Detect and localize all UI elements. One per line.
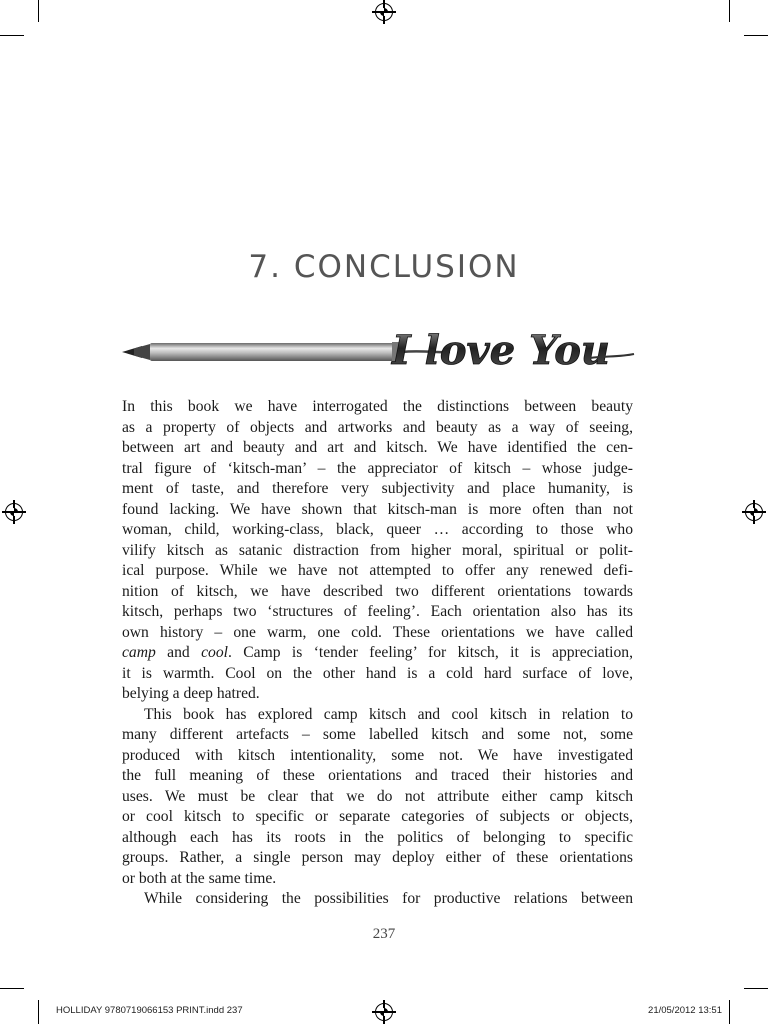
paragraph-1 [122, 397, 633, 705]
registration-mark-icon [745, 503, 763, 521]
handwriting-label: I love You [392, 327, 610, 374]
page-number: 237 [372, 926, 396, 942]
text-span: . Camp is ‘tender feeling’ for kitsch, it is appreciation, [227, 644, 633, 661]
text-line: In this book we have interrogated the distinctions between beauty [122, 398, 633, 415]
crop-mark [0, 988, 24, 989]
registration-mark-icon [375, 3, 393, 21]
text-line: it is warmth. Cool on the other hand is a cold hard surface of love, [122, 664, 633, 682]
text-line: produced with kitsch intentionality, some not. We have investigated [122, 746, 633, 764]
text-line: vilify kitsch as satanic distraction from higher moral, spiritual or polit- [122, 541, 633, 559]
paragraph-3 [122, 889, 633, 910]
text-line: kitsch, perhaps two ‘structures of feeling’. Each orientation also has its [122, 603, 633, 620]
crop-mark [744, 988, 768, 989]
crop-mark [38, 0, 39, 22]
text-line: although each has its roots in the politics of belonging to specific [122, 828, 633, 846]
text-line: or cool kitsch to specific or separate categories of subjects or objects, [122, 808, 633, 825]
crop-mark [0, 35, 24, 36]
chapter-title: 7. CONCLUSION [248, 248, 520, 285]
text-line: or both at the same time. [122, 869, 277, 887]
text-line: This book has explored camp kitsch and cool kitsch in relation to [144, 705, 633, 723]
italic-term: cool [201, 644, 228, 661]
paragraph-2 [122, 705, 633, 890]
crop-mark [38, 1000, 39, 1024]
text-line: nition of kitsch, we have described two different orientations towards [122, 582, 633, 600]
text-line: many different artefacts – some labelled kitsch and some not, some [122, 726, 633, 743]
text-line: While considering the possibilities for productive relations between [144, 890, 633, 907]
text-line: ment of taste, and therefore very subjectivity and place humanity, is [122, 480, 633, 497]
text-line: tral figure of ‘kitsch-man’ – the appreciator of kitsch – whose judge- [122, 459, 633, 477]
crop-mark [729, 1000, 730, 1024]
slug-filename: HOLLIDAY 9780719066153 PRINT.indd 237 [56, 1005, 243, 1016]
text-line: woman, child, working-class, black, queer … according to those who [122, 521, 633, 538]
text-line: groups. Rather, a single person may deploy either of these orientations [122, 849, 633, 866]
italic-term: camp [122, 644, 156, 661]
text-line: the full meaning of these orientations and traced their histories and [122, 767, 633, 784]
crop-mark [744, 35, 768, 36]
text-line: uses. We must be clear that we do not attribute either camp kitsch [122, 787, 633, 805]
text-line: own history – one warm, one cold. These orientations we have called [122, 623, 633, 641]
text-line: found lacking. We have shown that kitsch-man is more often than not [122, 500, 633, 518]
text-line: between art and beauty and art and kitsch. We have identified the cen- [122, 439, 633, 456]
body-text [122, 397, 633, 910]
slug-date: 21/05/2012 13:51 [648, 1005, 722, 1016]
text-line: ical purpose. While we have not attempted to offer any renewed defi- [122, 562, 633, 579]
registration-mark-icon [375, 1003, 393, 1021]
text-line: belying a deep hatred. [122, 685, 260, 702]
crop-mark [729, 0, 730, 22]
text-line: as a property of objects and artworks and beauty as a way of seeing, [122, 418, 633, 436]
text-line [122, 643, 633, 664]
text-span: and [155, 644, 202, 661]
registration-mark-icon [5, 503, 23, 521]
pencil-illustration [120, 316, 640, 386]
